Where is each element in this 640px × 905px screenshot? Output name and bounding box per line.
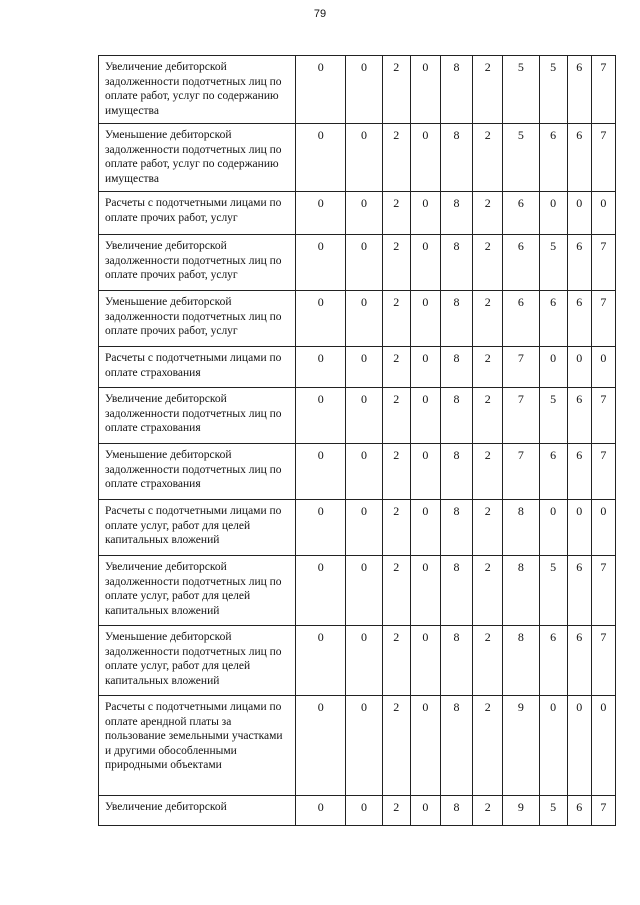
account-name-cell: Расчеты с подотчетными лицами по оплате прочих работ, услуг (99, 192, 296, 235)
code-digit-cell: 6 (567, 444, 591, 500)
code-digit-cell: 0 (567, 696, 591, 796)
table-row (99, 291, 616, 347)
account-name-cell: Расчеты с подотчетными лицами по оплате страхования (99, 347, 296, 388)
code-digit-cell: 0 (346, 124, 382, 192)
code-digit-cell: 2 (473, 235, 503, 291)
code-digit-cell: 2 (382, 556, 410, 626)
code-digit-cell: 2 (382, 388, 410, 444)
code-digit-cell: 0 (296, 192, 346, 235)
code-digit-cell: 2 (382, 347, 410, 388)
code-digit-cell: 0 (591, 500, 615, 556)
code-digit-cell: 2 (473, 291, 503, 347)
code-digit-cell: 8 (440, 626, 472, 696)
code-digit-cell: 8 (440, 796, 472, 826)
code-digit-cell: 0 (346, 444, 382, 500)
account-name-cell: Увеличение дебиторской задолженности подотчетных лиц по оплате страхования (99, 388, 296, 444)
code-digit-cell: 6 (503, 192, 539, 235)
code-digit-cell: 0 (346, 388, 382, 444)
code-digit-cell: 8 (440, 696, 472, 796)
code-digit-cell: 0 (296, 124, 346, 192)
code-digit-cell: 0 (346, 500, 382, 556)
code-digit-cell: 0 (539, 347, 567, 388)
page-number: 79 (313, 8, 327, 20)
code-digit-cell: 8 (440, 192, 472, 235)
code-digit-cell: 0 (410, 444, 440, 500)
code-digit-cell: 5 (539, 796, 567, 826)
code-digit-cell: 0 (296, 56, 346, 124)
code-digit-cell: 5 (539, 556, 567, 626)
code-digit-cell: 2 (473, 556, 503, 626)
code-digit-cell: 8 (440, 556, 472, 626)
table-row (99, 388, 616, 444)
code-digit-cell: 2 (473, 444, 503, 500)
code-digit-cell: 0 (346, 796, 382, 826)
code-digit-cell: 6 (567, 626, 591, 696)
code-digit-cell: 0 (410, 291, 440, 347)
code-digit-cell: 0 (346, 626, 382, 696)
code-digit-cell: 2 (473, 796, 503, 826)
code-digit-cell: 7 (591, 444, 615, 500)
code-digit-cell: 0 (410, 696, 440, 796)
code-digit-cell: 0 (296, 796, 346, 826)
code-digit-cell: 0 (346, 556, 382, 626)
table-body (99, 56, 616, 826)
code-digit-cell: 0 (346, 235, 382, 291)
code-digit-cell: 7 (591, 124, 615, 192)
code-digit-cell: 7 (591, 291, 615, 347)
code-digit-cell: 0 (567, 347, 591, 388)
code-digit-cell: 9 (503, 696, 539, 796)
code-digit-cell: 0 (296, 556, 346, 626)
code-digit-cell: 2 (473, 347, 503, 388)
account-name-cell: Увеличение дебиторской задолженности подотчетных лиц по оплате работ, услуг по содержанию имущества (99, 56, 296, 124)
code-digit-cell: 0 (296, 291, 346, 347)
code-digit-cell: 0 (296, 500, 346, 556)
table-row (99, 500, 616, 556)
account-name-cell: Увеличение дебиторской (99, 796, 296, 826)
code-digit-cell: 2 (382, 235, 410, 291)
code-digit-cell: 6 (503, 235, 539, 291)
code-digit-cell: 6 (567, 124, 591, 192)
code-digit-cell: 7 (591, 796, 615, 826)
code-digit-cell: 8 (440, 124, 472, 192)
code-digit-cell: 0 (296, 696, 346, 796)
code-digit-cell: 0 (591, 192, 615, 235)
account-name-cell: Увеличение дебиторской задолженности подотчетных лиц по оплате услуг, работ для целей капитальных вложений (99, 556, 296, 626)
code-digit-cell: 5 (503, 124, 539, 192)
table-row (99, 796, 616, 826)
code-digit-cell: 8 (440, 347, 472, 388)
code-digit-cell: 8 (440, 500, 472, 556)
code-digit-cell: 6 (539, 124, 567, 192)
code-digit-cell: 0 (539, 192, 567, 235)
code-digit-cell: 2 (473, 192, 503, 235)
code-digit-cell: 6 (567, 291, 591, 347)
code-digit-cell: 7 (503, 347, 539, 388)
code-digit-cell: 2 (382, 124, 410, 192)
code-digit-cell: 5 (539, 388, 567, 444)
code-digit-cell: 0 (346, 56, 382, 124)
code-digit-cell: 0 (410, 626, 440, 696)
account-name-cell: Уменьшение дебиторской задолженности подотчетных лиц по оплате страхования (99, 444, 296, 500)
code-digit-cell: 6 (539, 444, 567, 500)
code-digit-cell: 2 (473, 124, 503, 192)
account-name-cell: Расчеты с подотчетными лицами по оплате услуг, работ для целей капитальных вложений (99, 500, 296, 556)
code-digit-cell: 8 (440, 388, 472, 444)
code-digit-cell: 0 (410, 56, 440, 124)
code-digit-cell: 0 (410, 235, 440, 291)
code-digit-cell: 2 (473, 696, 503, 796)
code-digit-cell: 6 (567, 56, 591, 124)
code-digit-cell: 2 (382, 696, 410, 796)
code-digit-cell: 0 (346, 192, 382, 235)
account-name-cell: Увеличение дебиторской задолженности подотчетных лиц по оплате прочих работ, услуг (99, 235, 296, 291)
code-digit-cell: 7 (503, 388, 539, 444)
code-digit-cell: 2 (382, 500, 410, 556)
code-digit-cell: 2 (473, 626, 503, 696)
code-digit-cell: 5 (503, 56, 539, 124)
code-digit-cell: 2 (382, 56, 410, 124)
table-row (99, 235, 616, 291)
code-digit-cell: 8 (503, 626, 539, 696)
code-digit-cell: 0 (539, 500, 567, 556)
code-digit-cell: 0 (591, 696, 615, 796)
table-row (99, 444, 616, 500)
table-row (99, 124, 616, 192)
code-digit-cell: 2 (382, 626, 410, 696)
code-digit-cell: 8 (440, 56, 472, 124)
code-digit-cell: 0 (296, 626, 346, 696)
code-digit-cell: 8 (503, 556, 539, 626)
code-digit-cell: 0 (410, 347, 440, 388)
code-digit-cell: 0 (296, 347, 346, 388)
code-digit-cell: 2 (382, 291, 410, 347)
code-digit-cell: 0 (567, 192, 591, 235)
code-digit-cell: 0 (296, 444, 346, 500)
code-digit-cell: 7 (591, 388, 615, 444)
code-digit-cell: 6 (567, 235, 591, 291)
code-digit-cell: 6 (567, 556, 591, 626)
code-digit-cell: 7 (503, 444, 539, 500)
table-row (99, 556, 616, 626)
code-digit-cell: 6 (539, 291, 567, 347)
code-digit-cell: 8 (503, 500, 539, 556)
code-digit-cell: 0 (296, 388, 346, 444)
code-digit-cell: 0 (410, 500, 440, 556)
code-digit-cell: 2 (473, 388, 503, 444)
account-name-cell: Уменьшение дебиторской задолженности подотчетных лиц по оплате услуг, работ для целей капитальных вложений (99, 626, 296, 696)
account-codes-table (98, 55, 616, 826)
code-digit-cell: 8 (440, 444, 472, 500)
code-digit-cell: 0 (591, 347, 615, 388)
code-digit-cell: 0 (410, 388, 440, 444)
code-digit-cell: 6 (539, 626, 567, 696)
code-digit-cell: 5 (539, 56, 567, 124)
code-digit-cell: 7 (591, 556, 615, 626)
code-digit-cell: 2 (473, 500, 503, 556)
table-row (99, 347, 616, 388)
code-digit-cell: 6 (567, 796, 591, 826)
table-row (99, 696, 616, 796)
code-digit-cell: 0 (410, 192, 440, 235)
code-digit-cell: 0 (567, 500, 591, 556)
account-name-cell: Уменьшение дебиторской задолженности подотчетных лиц по оплате прочих работ, услуг (99, 291, 296, 347)
account-name-cell: Уменьшение дебиторской задолженности подотчетных лиц по оплате работ, услуг по содержанию имущества (99, 124, 296, 192)
code-digit-cell: 8 (440, 235, 472, 291)
code-digit-cell: 8 (440, 291, 472, 347)
table-row (99, 56, 616, 124)
code-digit-cell: 6 (503, 291, 539, 347)
code-digit-cell: 5 (539, 235, 567, 291)
code-digit-cell: 2 (382, 444, 410, 500)
code-digit-cell: 2 (473, 56, 503, 124)
code-digit-cell: 0 (410, 556, 440, 626)
code-digit-cell: 2 (382, 796, 410, 826)
code-digit-cell: 0 (346, 291, 382, 347)
code-digit-cell: 0 (410, 796, 440, 826)
account-name-cell: Расчеты с подотчетными лицами по оплате арендной платы за пользование земельными участками и другими обособленными природными объектами (99, 696, 296, 796)
code-digit-cell: 7 (591, 235, 615, 291)
code-digit-cell: 0 (410, 124, 440, 192)
code-digit-cell: 7 (591, 626, 615, 696)
code-digit-cell: 7 (591, 56, 615, 124)
code-digit-cell: 2 (382, 192, 410, 235)
code-digit-cell: 9 (503, 796, 539, 826)
code-digit-cell: 0 (539, 696, 567, 796)
code-digit-cell: 0 (296, 235, 346, 291)
code-digit-cell: 0 (346, 347, 382, 388)
code-digit-cell: 6 (567, 388, 591, 444)
code-digit-cell: 0 (346, 696, 382, 796)
table-row (99, 192, 616, 235)
table-row (99, 626, 616, 696)
